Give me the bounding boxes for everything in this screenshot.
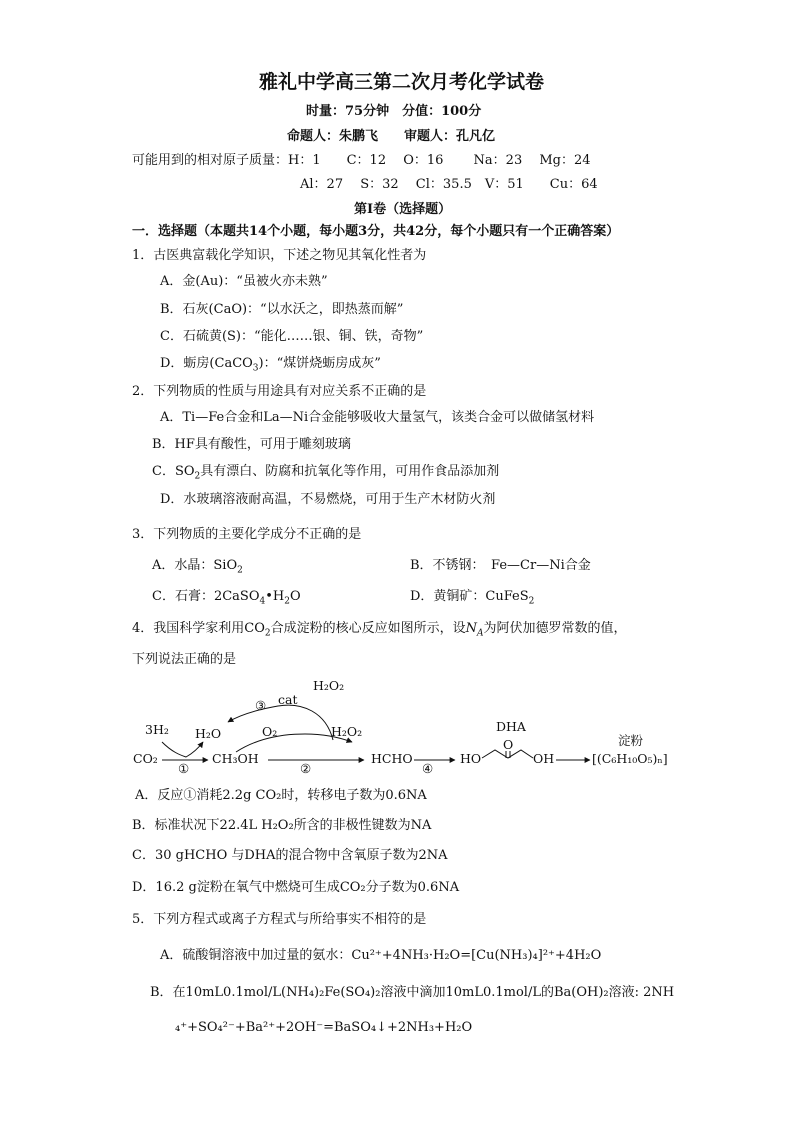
q3-option-c: C．石膏：$2CaSO_4•H_2O$ bbox=[152, 589, 301, 607]
q5-option-b-line-1: B．在10mL0.1mol/L(NH₄)₂Fe(SO₄)₂溶液中滴加10mL0.1mol/L的Ba(OH)₂溶液: 2NH bbox=[150, 985, 675, 1000]
label-3h2: 3H₂ bbox=[145, 722, 169, 737]
q3-option-a: A．水晶：SiO$_2$ bbox=[152, 558, 243, 576]
arrow-o2-to-h2o2 bbox=[236, 734, 352, 752]
q1-option-a: A．金(Au)：“虽被火亦未熟” bbox=[160, 274, 328, 289]
label-ho: HO bbox=[460, 751, 482, 766]
exam-title: 雅礼中学高三第二次月考化学试卷 bbox=[259, 71, 545, 93]
label-oh: OH bbox=[533, 751, 555, 766]
atomic-mass-line-2: Al：27 S：32 Cl：35.5 V：51 Cu：64 bbox=[300, 177, 598, 192]
q4-option-c: C．30 gHCHO 与DHA的混合物中含氧原子数为2NA bbox=[132, 848, 448, 863]
q4-stem-line-1: 4．我国科学家利用$CO_2$合成淀粉的核心反应如图所示，设$N_A$为阿伏加德罗常数的值， bbox=[132, 621, 627, 639]
label-starch: 淀粉 bbox=[618, 733, 644, 748]
label-step-3: ③ bbox=[255, 698, 267, 713]
q4-stem-line-2: 下列说法正确的是 bbox=[132, 652, 237, 667]
section-instruction: 一．选择题（本题共14个小题，每小题3分，共42分，每个小题只有一个正确答案） bbox=[132, 224, 620, 239]
q3-option-d: D．黄铜矿：CuFeS$_2$ bbox=[410, 589, 535, 607]
q1-option-d: D．蛎房(CaCO$_3$)：“煤饼烧蛎房成灰” bbox=[160, 356, 381, 374]
q2-option-a: A．Ti—Fe合金和La—Ni合金能够吸收大量氢气，该类合金可以做储氢材料 bbox=[160, 410, 595, 425]
q3-stem: 3．下列物质的主要化学成分不正确的是 bbox=[132, 527, 362, 542]
label-o2: O₂ bbox=[262, 724, 278, 739]
q2-option-c: C．$SO_2$具有漂白、防腐和抗氧化等作用，可用作食品添加剂 bbox=[152, 464, 500, 482]
label-dha: DHA bbox=[496, 719, 526, 734]
q4-option-b: B．标准状况下22.4L H₂O₂所含的非极性键数为NA bbox=[132, 818, 432, 833]
q5-option-a: A．硫酸铜溶液中加过量的氨水：Cu²⁺+4NH₃·H₂O=[Cu(NH₃)₄]²⁺+4H₂O bbox=[160, 948, 602, 963]
arrow-h2-to-h2o bbox=[162, 742, 203, 757]
q2-stem: 2．下列物质的性质与用途具有对应关系不正确的是 bbox=[132, 384, 427, 399]
label-step-1: ① bbox=[178, 761, 190, 776]
label-carbonyl-o: O bbox=[503, 737, 514, 752]
q5-option-b-line-2: ₄⁺+SO₄²⁻+Ba²⁺+2OH⁻=BaSO₄↓+2NH₃+H₂O bbox=[175, 1020, 473, 1035]
time-score: 时量：75分钟 分值：100分 bbox=[306, 104, 482, 119]
label-h2o2-top: H₂O₂ bbox=[313, 678, 345, 693]
authors: 命题人：朱鹏飞 审题人：孔凡亿 bbox=[287, 129, 496, 144]
q4-option-d: D．16.2 g淀粉在氧气中燃烧可生成CO₂分子数为0.6NA bbox=[132, 880, 460, 895]
label-ch3oh: CH₃OH bbox=[212, 751, 259, 766]
q2-option-d: D．水玻璃溶液耐高温，不易燃烧，可用于生产木材防火剂 bbox=[160, 492, 496, 507]
label-cat: cat bbox=[278, 692, 298, 707]
atomic-mass-line-1: 可能用到的相对原子质量：H：1 C：12 O：16 Na：23 Mg：24 bbox=[132, 153, 591, 168]
label-h2o2-right: H₂O₂ bbox=[331, 724, 363, 739]
label-hcho: HCHO bbox=[371, 751, 413, 766]
q4-option-a: A．反应①消耗2.2g CO₂时，转移电子数为0.6NA bbox=[135, 788, 427, 803]
q5-stem: 5．下列方程式或离子方程式与所给事实不相符的是 bbox=[132, 912, 427, 927]
q2-option-b: B．HF具有酸性，可用于雕刻玻璃 bbox=[152, 437, 351, 452]
label-co2: CO₂ bbox=[133, 751, 158, 766]
section-title: 第Ⅰ卷（选择题） bbox=[354, 202, 452, 217]
q1-option-b: B．石灰(CaO)：“以水沃之，即热蒸而解” bbox=[160, 302, 404, 317]
label-starch-formula: [(C₆H₁₀O₅)ₙ] bbox=[592, 751, 668, 766]
q1-option-c: C．石硫黄(S)：“能化……银、铜、铁，奇物” bbox=[160, 329, 424, 344]
q3-option-b: B．不锈钢： Fe—Cr—Ni合金 bbox=[410, 558, 591, 573]
label-step-4: ④ bbox=[422, 761, 434, 776]
label-step-2: ② bbox=[300, 761, 312, 776]
q1-stem: 1．古医典富载化学知识，下述之物见其氧化性者为 bbox=[132, 248, 427, 263]
label-h2o: H₂O bbox=[195, 726, 222, 741]
